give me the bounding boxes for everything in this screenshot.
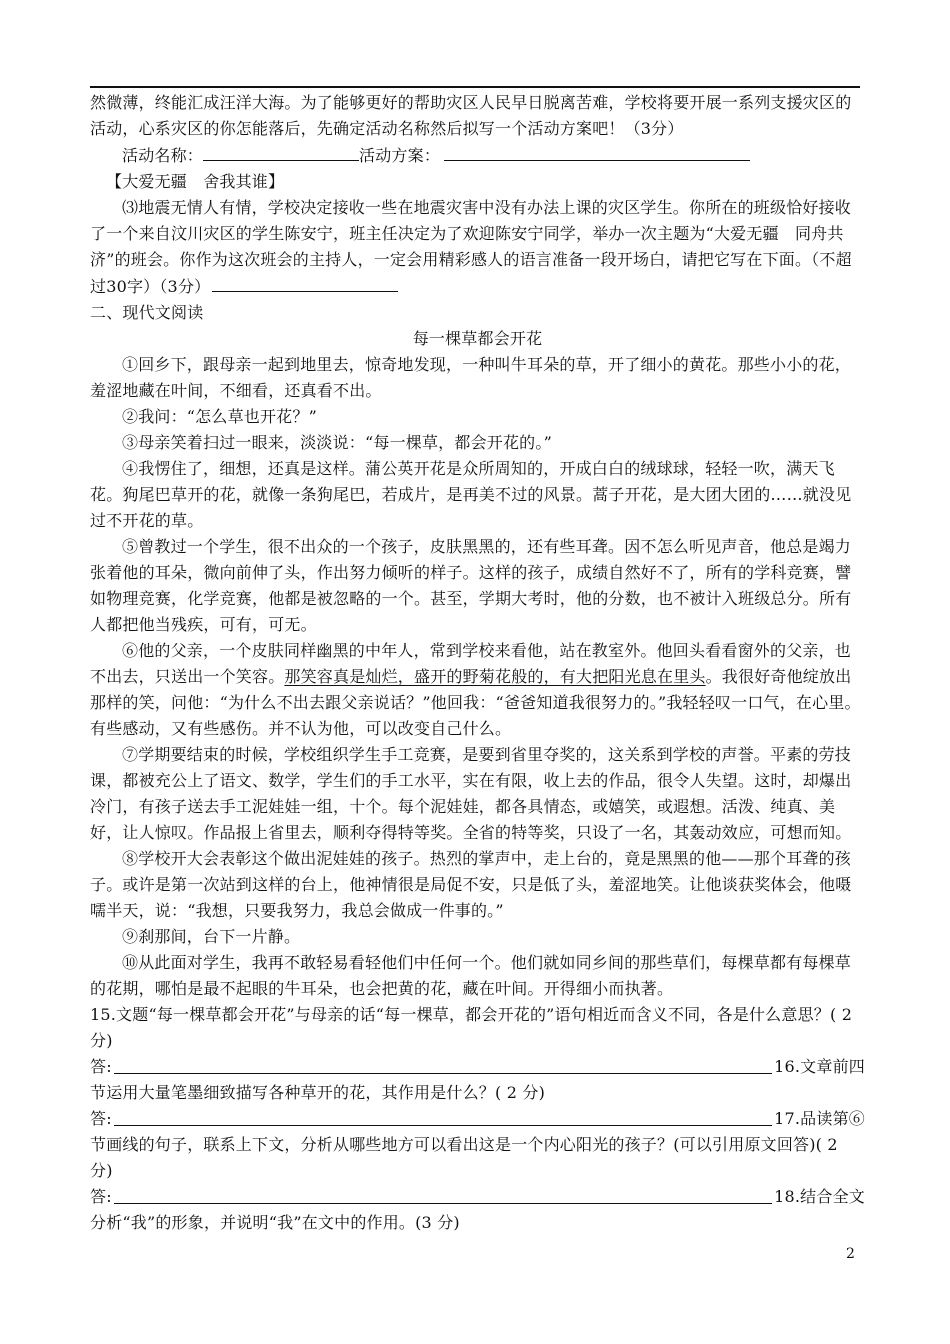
answer-row: 答: 17.品读第⑥ — [90, 1106, 865, 1132]
article-paragraph: ⑨刹那间，台下一片静。 — [122, 927, 301, 946]
paragraph: ⑶地震无情人有情，学校决定接收一些在地震灾害中没有办法上课的灾区学生。你所在的班级恰好接收了一个来自汶川灾区的学生陈安宁，班主任决定为了欢迎陈安宁同学，举办一次主题为“大爱无疆 同舟共济”的班会。你作为这次班会的主持人，一定会用精彩感人的语言准备一段开场白，请把它写在下面。（不超过30字）（3分） — [90, 198, 852, 296]
answer-blank[interactable] — [114, 1072, 772, 1074]
article-paragraph: ⑧学校开大会表彰这个做出泥娃娃的孩子。热烈的掌声中，走上台的，竟是黑黑的他——那个耳聋的孩子。或许是第一次站到这样的台上，他神情很是局促不安，只是低了头，羞涩地笑。让他谈获奖体会，他嗫嚅半天，说：“我想，只要我努力，我总会做成一件事的。” — [90, 849, 852, 920]
activity-name-blank[interactable] — [203, 142, 359, 161]
question-15: 15.文题“每一棵草都会开花”与母亲的话“每一棵草，都会开花的”语句相近而含义不同，各是什么意思？( 2 分) — [90, 1005, 853, 1050]
article-paragraph: ⑩从此面对学生，我再不敢轻易看轻他们中任何一个。他们就如同乡间的那些草们，每棵草都有每棵草的花期，哪怕是最不起眼的牛耳朵，也会把黄的花，藏在叶间。开得细小而执著。 — [90, 953, 852, 998]
article-title: 每一棵草都会开花 — [412, 329, 543, 348]
article-paragraph: ⑤曾教过一个学生，很不出众的一个孩子，皮肤黑黑的，还有些耳聋。因不怎么听见声音，他总是竭力张着他的耳朵，微向前伸了头，作出努力倾听的样子。这样的孩子，成绩自然好不了，所有的学科竞赛，譬如物理竞赛，化学竞赛，他都是被忽略的一个。甚至，学期大考时，他的分数，也不被计入班级总分。所有人都把他当残疾，可有，可无。 — [90, 537, 852, 634]
answer-label: 答: — [90, 1109, 112, 1128]
activity-name-label: 活动名称： — [122, 146, 204, 165]
article-paragraph: ①回乡下，跟母亲一起到地里去，惊奇地发现，一种叫牛耳朵的草，开了细小的黄花。那些小小的花，羞涩地藏在叶间，不细看，还真看不出。 — [90, 355, 852, 400]
article-paragraph: ④我愣住了，细想，还真是这样。蒲公英开花是众所周知的，开成白白的绒球球，轻轻一吹，满天飞花。狗尾巴草开的花，就像一条狗尾巴，若成片，是再美不过的风景。蒿子开花，是大团大团的……就没见过不开花的草。 — [90, 459, 852, 530]
answer-label: 答: — [90, 1057, 112, 1076]
question-17: 节画线的句子，联系上下文，分析从哪些地方可以看出这是一个内心阳光的孩子？(可以引用原文回答)( 2 分) — [90, 1135, 838, 1180]
activity-line — [90, 142, 865, 169]
activity-plan-label: 活动方案： — [359, 146, 441, 165]
question-18: 分析“我”的形象，并说明“我”在文中的作用。(3 分) — [90, 1213, 460, 1232]
opening-blank[interactable] — [212, 273, 398, 292]
header-rule — [90, 86, 860, 88]
article-paragraph: ②我问：“怎么草也开花？” — [122, 407, 317, 426]
subheading: 【大爱无疆 舍我其谁】 — [106, 172, 285, 191]
activity-plan-blank[interactable] — [444, 142, 750, 161]
answer-row: 答: 18.结合全文 — [90, 1184, 865, 1210]
answer-label: 答: — [90, 1187, 112, 1206]
page-number: 2 — [846, 1246, 855, 1262]
answer-blank[interactable] — [114, 1124, 772, 1126]
section-heading: 二、现代文阅读 — [90, 303, 204, 322]
underlined-sentence: 那笑容真是灿烂，盛开的野菊花般的，有大把阳光息在里头 — [284, 667, 706, 686]
page-content — [90, 90, 865, 1236]
article-paragraph: ③母亲笑着扫过一眼来，淡淡说：“每一棵草，都会开花的。” — [122, 433, 552, 452]
question-16: 节运用大量笔墨细致描写各种草开的花，其作用是什么？( 2 分) — [90, 1083, 546, 1102]
answer-blank[interactable] — [114, 1202, 772, 1204]
answer-row: 答: 16.文章前四 — [90, 1054, 865, 1080]
paragraph: 然微薄，终能汇成汪洋大海。为了能够更好的帮助灾区人民早日脱离苦难，学校将要开展一系列支援灾区的活动，心系灾区的你怎能落后，先确定活动名称然后拟写一个活动方案吧！（3分） — [90, 93, 852, 138]
article-paragraph: ⑦学期要结束的时候，学校组织学生手工竞赛，是要到省里夺奖的，这关系到学校的声誉。平素的劳技课，都被充公上了语文、数学，学生们的手工水平，实在有限，收上去的作品，很令人失望。这时，却爆出冷门，有孩子送去手工泥娃娃一组，十个。每个泥娃娃，都各具情态，或嬉笑，或遐想。活泼、纯真、美好，让人惊叹。作品报上省里去，顺利夺得特等奖。全省的特等奖，只设了一名，其轰动效应，可想而知。 — [90, 745, 852, 842]
article-paragraph: ⑥他的父亲，一个皮肤同样幽黑的中年人，常到学校来看他，站在教室外。他回头看看窗外的父亲，也不出去，只送出一个笑容。那笑容真是灿烂，盛开的野菊花般的，有大把阳光息在里头。我很好奇他绽放出那样的笑，问他：“为什么不出去跟父亲说话？”他回我：“爸爸知道我很努力的。”我轻轻叹一口气，在心里。有些感动，又有些感伤。并不认为他，可以改变自己什么。 — [90, 641, 861, 738]
